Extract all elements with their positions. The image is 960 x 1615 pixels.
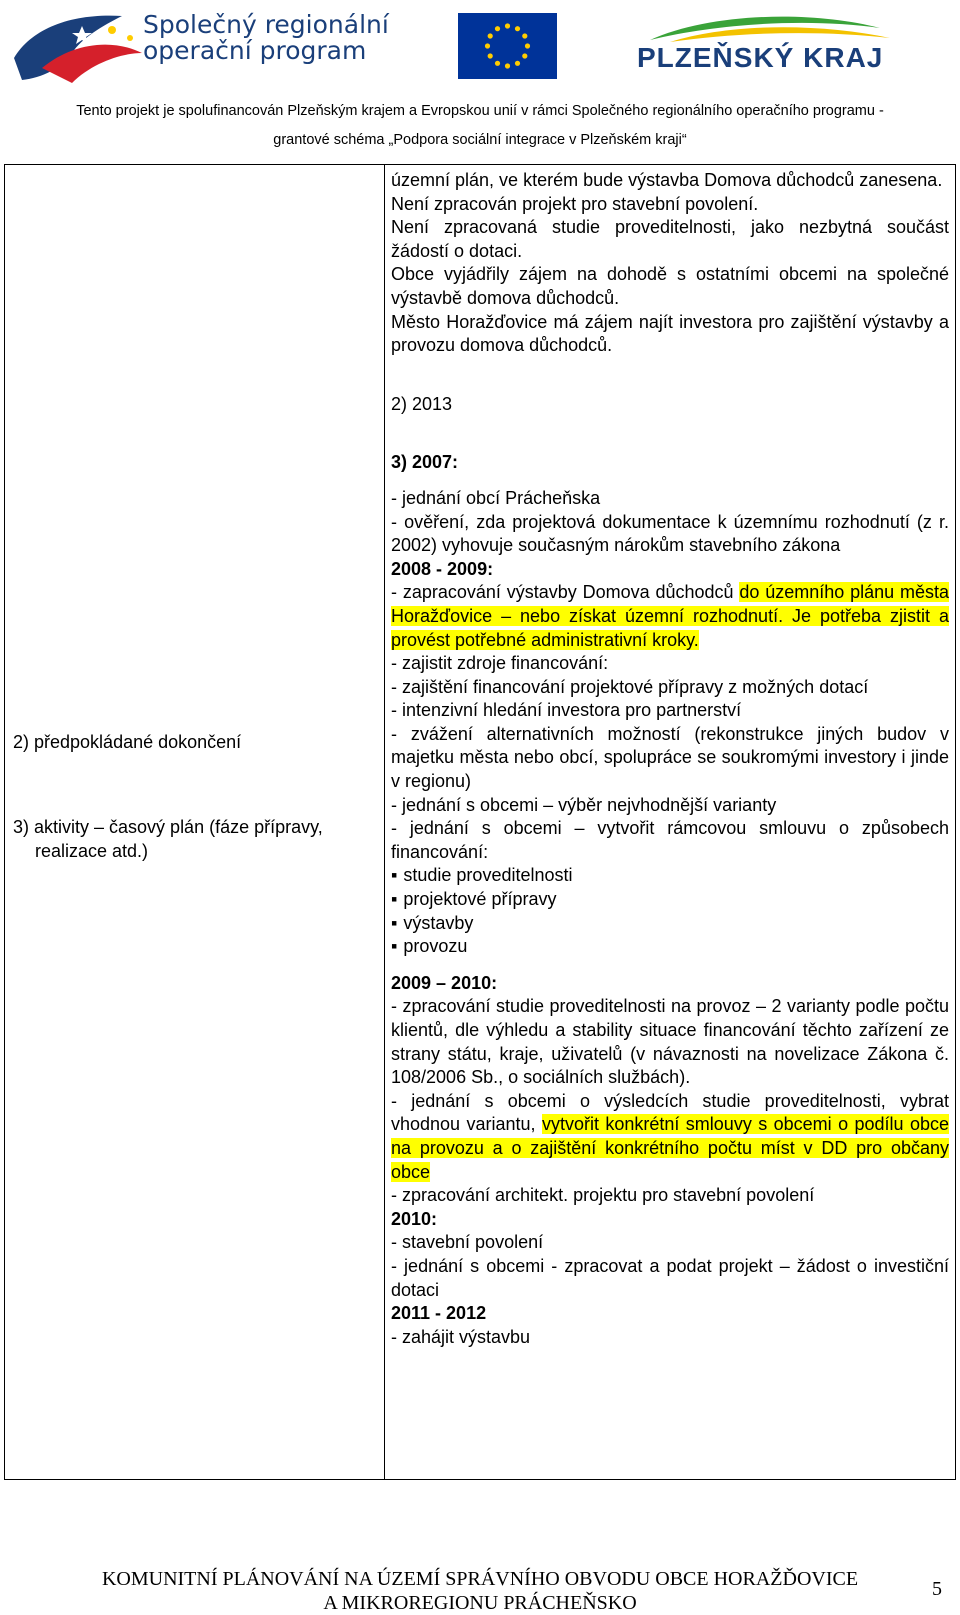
srop-line2: operační program xyxy=(143,36,367,65)
footer-title-line1: KOMUNITNÍ PLÁNOVÁNÍ NA ÚZEMÍ SPRÁVNÍHO OBVODU OBCE HORAŽĎOVICE xyxy=(101,1568,859,1590)
text-paragraph: Obce vyjádřily zájem na dohodě s ostatními obcemi na společné výstavbě domova důchodců. xyxy=(391,264,949,308)
label-completion: 2) předpokládané dokončení xyxy=(13,732,242,752)
cofinance-line1: Tento projekt je spolufinancován Plzeňským krajem a Evropskou unií v rámci Společného regionálního operačního programu - xyxy=(76,103,884,119)
text-paragraph: - jednání s obcemi - zpracovat a podat projekt – žádost o investiční dotaci xyxy=(391,1255,949,1300)
text-paragraph: Není zpracovaná studie proveditelnosti, jako nezbytná součást žádostí o dotaci. xyxy=(391,217,949,261)
year-heading: 2011 - 2012 xyxy=(391,1303,487,1324)
spacer xyxy=(391,959,949,972)
label-activities-line1: 3) aktivity – časový plán (fáze přípravy, xyxy=(13,817,323,837)
spacer xyxy=(391,416,949,451)
srop-line1: Společný regionální xyxy=(143,10,389,39)
text-span: - jednání s obcemi o výsledcích studie proveditelnosti, vybrat vhodnou variantu, xyxy=(391,1090,949,1135)
text-paragraph: - jednání s obcemi – výběr nejvhodnější varianty xyxy=(391,794,777,815)
text-paragraph: - zahájit výstavbu xyxy=(391,1326,531,1347)
cofinance-line2: grantové schéma „Podpora sociální integrace v Plzeňském kraji“ xyxy=(273,132,687,148)
year-heading: 2009 – 2010: xyxy=(391,972,498,993)
spacer xyxy=(391,475,949,487)
text-paragraph xyxy=(391,1090,949,1184)
highlighted-text: vytvořit konkrétní smlouvy s obcemi o podílu obce na provozu a o zajištění konkrétního počtu míst v DD pro občany obce xyxy=(391,1114,949,1182)
footer-title-line2: A MIKROREGIONU PRÁCHEŇSKO xyxy=(323,1592,637,1614)
column-divider xyxy=(384,165,385,1479)
srop-wordmark xyxy=(143,12,389,64)
highlighted-text: do územního plánu města Horažďovice – nebo získat územní rozhodnutí. Je potřeba zjistit a provést potřebné administrativní kroky. xyxy=(391,582,949,650)
text-paragraph: Není zpracován projekt pro stavební povolení. xyxy=(391,193,759,214)
text-paragraph: - intenzivní hledání investora pro partnerství xyxy=(391,700,742,721)
year-heading: 2010: xyxy=(391,1208,438,1229)
bullet-item: ▪ provozu xyxy=(391,935,949,959)
text-span: - zapracování výstavby Domova důchodců xyxy=(391,582,740,603)
text-paragraph: - ověření, zda projektová dokumentace k územnímu rozhodnutí (z r. 2002) vyhovuje současným nárokům stavebního zákona xyxy=(391,511,949,556)
completion-year: 2) 2013 xyxy=(391,393,453,414)
eu-flag-icon xyxy=(458,13,557,79)
text-paragraph: územní plán, ve kterém bude výstavba Domova důchodců zanesena. xyxy=(391,170,943,190)
year-heading: 2008 - 2009: xyxy=(391,558,494,579)
text-paragraph: - zpracování architekt. projektu pro stavební povolení xyxy=(391,1185,815,1206)
year-heading: 3) 2007: xyxy=(391,452,459,473)
text-paragraph: - zajištění financování projektové přípravy z možných dotací xyxy=(391,676,869,697)
text-paragraph: - stavební povolení xyxy=(391,1232,544,1253)
page-number: 5 xyxy=(932,1578,942,1600)
text-paragraph: Město Horažďovice má zájem najít investora pro zajištění výstavby a provozu domova důchodců. xyxy=(391,311,949,356)
bullet-item: ▪ projektové přípravy xyxy=(391,888,949,912)
text-paragraph: - zajistit zdroje financování: xyxy=(391,653,609,674)
text-paragraph: - jednání s obcemi – vytvořit rámcovou smlouvu o způsobech financování: xyxy=(391,818,949,862)
text-paragraph xyxy=(391,581,949,652)
right-column xyxy=(391,169,949,1349)
project-table xyxy=(4,164,956,1480)
text-paragraph: - zvážení alternativních možností (rekonstrukce jiných budov v majetku města nebo obcí, spolupráce se soukromými investory i jinde v regionu) xyxy=(391,723,949,792)
label-activities xyxy=(13,815,373,863)
spacer xyxy=(391,358,949,393)
bullet-item: ▪ výstavby xyxy=(391,912,949,936)
bullet-item: ▪ studie proveditelnosti xyxy=(391,864,949,888)
label-activities-line2: realizace atd.) xyxy=(35,841,149,861)
region-name: PLZEŇSKÝ KRAJ xyxy=(637,42,884,73)
text-paragraph: - jednání obcí Prácheňska xyxy=(391,487,601,508)
text-paragraph: - zpracování studie proveditelnosti na provoz – 2 varianty podle počtu klientů, dle výhledu a stability situace financování těchto zařízení ze strany státu, kraje, uživatelů (v návaznosti na novelizace Zákona č. 108/2006 Sb., o sociálních službách). xyxy=(391,996,949,1088)
page-header xyxy=(0,0,960,148)
